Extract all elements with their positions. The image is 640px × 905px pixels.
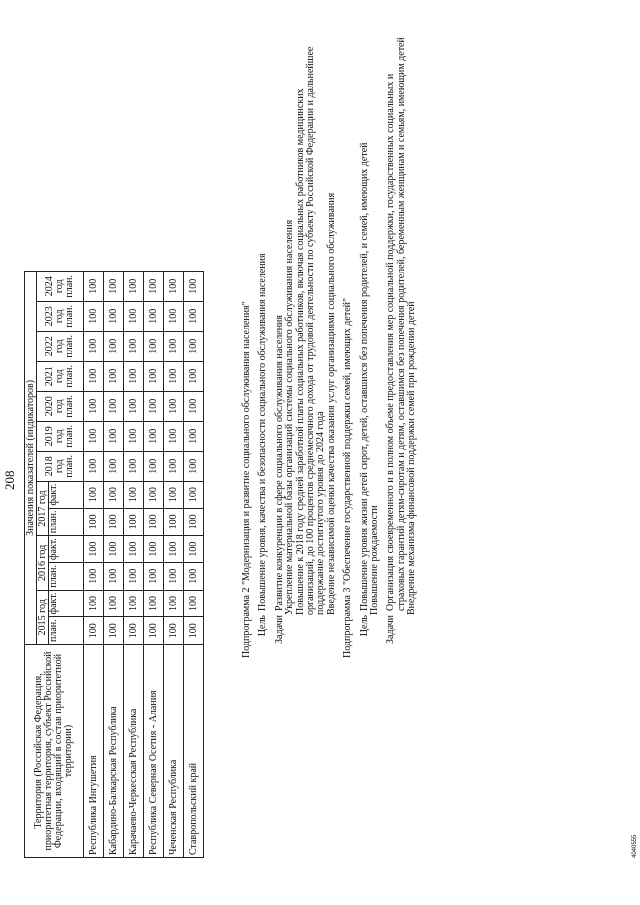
value-cell: 100 [164, 301, 184, 331]
value-cell: 100 [124, 508, 144, 536]
value-cell: 100 [124, 361, 144, 391]
table-row [104, 271, 124, 857]
value-cell: 100 [164, 562, 184, 590]
task-text: Развитие конкуренции в сфере социального обслуживания населения [273, 314, 285, 611]
value-cell: 100 [144, 361, 164, 391]
sub-header-fact: факт. [49, 590, 84, 617]
task-text: Введение независимой оценки качества оказания услуг организациями социального обслуживания [325, 192, 337, 615]
value-cell: 100 [84, 617, 104, 645]
page-number: 208 [2, 470, 17, 490]
value-cell: 100 [84, 391, 104, 421]
subprogram2-task-2 [296, 30, 327, 650]
value-cell: 100 [104, 562, 124, 590]
table-body [84, 271, 204, 857]
value-cell: 100 [84, 590, 104, 617]
value-cell: 100 [104, 331, 124, 361]
year-header-2019: 2019 год план. [37, 421, 84, 451]
value-cell: 100 [164, 536, 184, 563]
value-cell: 100 [84, 271, 104, 301]
territory-name: Республика Ингушетия [84, 645, 104, 858]
value-cell: 100 [104, 536, 124, 563]
value-cell: 100 [104, 617, 124, 645]
value-cell: 100 [164, 271, 184, 301]
value-cell: 100 [184, 391, 204, 421]
tasks-label: Задачи [273, 615, 285, 644]
territory-name: Кабардино-Балкарская Республика [104, 645, 124, 858]
table-row [144, 271, 164, 857]
value-cell: 100 [164, 451, 184, 481]
sub-header-plan: план. [49, 562, 84, 590]
value-cell: 100 [144, 617, 164, 645]
value-cell: 100 [164, 421, 184, 451]
value-cell: 100 [144, 331, 164, 361]
value-cell: 100 [144, 271, 164, 301]
value-cell: 100 [144, 562, 164, 590]
subprogram3-title: Подпрограмма 3 "Обеспечение государственной поддержки семей, имеющих детей" [342, 297, 354, 658]
value-cell: 100 [184, 271, 204, 301]
value-cell: 100 [184, 617, 204, 645]
value-cell: 100 [124, 536, 144, 563]
value-cell: 100 [144, 391, 164, 421]
year-header-2018: 2018 год план. [37, 451, 84, 481]
year-header-2022: 2022 год план. [37, 331, 84, 361]
value-cell: 100 [184, 421, 204, 451]
year-header-2016: 2016 год [37, 536, 49, 590]
subprogram2-title: Подпрограмма 2 "Модернизация и развитие социального обслуживания населения" [241, 301, 252, 658]
sub-header-fact: факт. [49, 536, 84, 563]
indicator-table [24, 271, 204, 858]
value-cell: 100 [84, 508, 104, 536]
value-cell: 100 [124, 301, 144, 331]
value-cell: 100 [144, 301, 164, 331]
task-text: Повышение к 2018 году средней заработной платы социальных работников, включая социальных работников медицинских организаций, до 100 процентов среднемесячного дохода от трудовой деятельности по субъекту Российской Федерации и дальнейшее поддержание достигнутого уровня до 2024 года [294, 46, 327, 615]
value-cell: 100 [124, 617, 144, 645]
value-cell: 100 [104, 271, 124, 301]
year-header-2023: 2023 год план. [37, 301, 84, 331]
value-cell: 100 [84, 421, 104, 451]
rotated-landscape-content [2, 18, 640, 858]
subprogram2-goal [258, 30, 268, 650]
tasks-label: Задачи [385, 615, 397, 644]
value-cell: 100 [84, 331, 104, 361]
table-row [164, 271, 184, 857]
year-header-2020: 2020 год план. [37, 391, 84, 421]
value-cell: 100 [164, 481, 184, 508]
value-cell: 100 [164, 508, 184, 536]
value-cell: 100 [184, 451, 204, 481]
value-cell: 100 [104, 301, 124, 331]
value-cell: 100 [164, 361, 184, 391]
goal-text: Повышение уровня жизни детей сирот, детей, оставшихся без попечения родителей, и семей, имеющих детей [358, 142, 370, 611]
value-cell: 100 [104, 361, 124, 391]
value-cell: 100 [164, 590, 184, 617]
value-cell: 100 [184, 481, 204, 508]
value-cell: 100 [184, 590, 204, 617]
year-header-2024: 2024 год план. [37, 271, 84, 301]
value-cell: 100 [104, 590, 124, 617]
subprogram3-task-1 [407, 30, 417, 650]
value-cell: 100 [84, 451, 104, 481]
task-text: Укрепление материальной базы организаций системы социального обслуживания населения [284, 219, 296, 615]
value-cell: 100 [184, 361, 204, 391]
value-cell: 100 [144, 481, 164, 508]
value-cell: 100 [84, 481, 104, 508]
table-row [124, 271, 144, 857]
value-cell: 100 [104, 421, 124, 451]
territory-name: Чеченская Республика [164, 645, 184, 858]
value-cell: 100 [84, 562, 104, 590]
goal-label: Цель [358, 615, 370, 637]
sub-header-fact: факт. [49, 481, 84, 508]
value-cell: 100 [144, 451, 164, 481]
subprogram2-task-3 [327, 30, 337, 650]
value-cell: 100 [164, 331, 184, 361]
subprogram3-goal-1 [370, 30, 380, 650]
year-header-2015: 2015 год [37, 590, 49, 644]
sub-header-plan: план. [49, 508, 84, 536]
value-cell: 100 [184, 331, 204, 361]
goal-text: Повышение уровня, качества и безопасности социального обслуживания населения [257, 253, 269, 611]
value-cell: 100 [184, 301, 204, 331]
territory-name: Республика Северная Осетия - Алания [144, 645, 164, 858]
value-cell: 100 [144, 508, 164, 536]
territory-header: Территория (Российская Федерация, приоритетная территория, субъект Российской Федерации, входящий в состав приоритетной территории) [25, 645, 84, 858]
value-cell: 100 [84, 536, 104, 563]
value-cell: 100 [124, 421, 144, 451]
task-text: Внедрение механизма финансовой поддержки семей при рождении детей [406, 301, 418, 615]
subprograms-section [241, 30, 418, 658]
task-text: Организация своевременного и в полном объеме предоставления мер социальной поддержки, государственных социальных и страховых гарантий детям-сиротам и детям, оставшимся без попечения родителей, беременным женщинам и семьям, имеющим детей [385, 37, 407, 611]
value-cell: 100 [104, 508, 124, 536]
value-cell: 100 [124, 451, 144, 481]
value-cell: 100 [184, 562, 204, 590]
value-cell: 100 [124, 391, 144, 421]
value-cell: 100 [124, 481, 144, 508]
goal-label: Цель [257, 615, 269, 637]
territory-name: Карачаево-Черкесская Республика [124, 645, 144, 858]
goal-text: Повышение рождаемости [369, 505, 381, 615]
value-cell: 100 [124, 562, 144, 590]
value-cell: 100 [124, 331, 144, 361]
value-cell: 100 [164, 617, 184, 645]
value-cell: 100 [184, 508, 204, 536]
value-cell: 100 [104, 481, 124, 508]
value-cell: 100 [84, 301, 104, 331]
table-row [84, 271, 104, 857]
year-header-2021: 2021 год план. [37, 361, 84, 391]
value-cell: 100 [144, 421, 164, 451]
values-header: Значения показателей (индикаторов) [25, 271, 37, 644]
year-header-2017: 2017 год [37, 481, 49, 535]
value-cell: 100 [144, 590, 164, 617]
value-cell: 100 [104, 451, 124, 481]
subprogram3-task-0 [386, 30, 407, 650]
value-cell: 100 [144, 536, 164, 563]
value-cell: 100 [124, 271, 144, 301]
value-cell: 100 [164, 391, 184, 421]
value-cell: 100 [104, 391, 124, 421]
territory-name: Ставропольский край [184, 645, 204, 858]
value-cell: 100 [124, 590, 144, 617]
table-row [184, 271, 204, 857]
value-cell: 100 [184, 536, 204, 563]
value-cell: 100 [84, 361, 104, 391]
document-code: 4040555 [632, 834, 638, 858]
sub-header-plan: план. [49, 617, 84, 645]
